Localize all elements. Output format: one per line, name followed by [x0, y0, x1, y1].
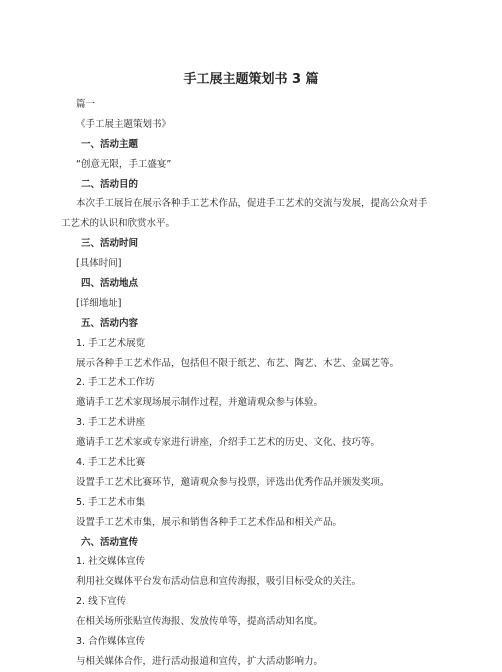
paragraph-line: 工艺术的认识和欣赏水平。 [61, 218, 176, 230]
paragraph-line: 3. 手工艺术讲座 [76, 417, 146, 429]
paragraph-line: [具体时间] [76, 258, 122, 270]
document-title: 手工展主题策划书 3 篇 [183, 72, 319, 87]
paragraph-line: 5. 手工艺术市集 [76, 496, 146, 508]
section-heading: 三、活动时间 [81, 238, 139, 250]
paragraph-line: 与相关媒体合作，进行活动报道和宣传，扩大活动影响力。 [76, 655, 324, 667]
section-heading: 一、活动主题 [81, 138, 139, 150]
paragraph-line: 3. 合作媒体宣传 [76, 636, 146, 648]
paragraph-line: 1. 社交媒体宣传 [76, 556, 146, 568]
paragraph-line: 邀请手工艺术家现场展示制作过程，并邀请观众参与体验。 [76, 397, 324, 409]
paragraph-line: 2. 手工艺术工作坊 [76, 377, 155, 389]
paragraph-line: 在相关场所张贴宣传海报、发放传单等，提高活动知名度。 [76, 616, 324, 628]
paragraph-line: 本次手工展旨在展示各种手工艺术作品，促进手工艺术的交流与发展，提高公众对手 [76, 198, 428, 210]
section-heading: 五、活动内容 [81, 317, 139, 329]
paragraph-line: 利用社交媒体平台发布活动信息和宣传海报，吸引目标受众的关注。 [76, 576, 362, 588]
paragraph-line: 4. 手工艺术比赛 [76, 457, 146, 469]
section-heading: 二、活动目的 [81, 178, 139, 190]
paragraph-line: 2. 线下宣传 [76, 596, 127, 608]
paragraph-line: 1. 手工艺术展览 [76, 337, 146, 349]
paragraph-line: 设置手工艺术市集，展示和销售各种手工艺术作品和相关产品。 [76, 516, 343, 528]
paragraph-line: 篇一 [76, 99, 96, 110]
paragraph-line: 展示各种手工艺术作品，包括但不限于纸艺、布艺、陶艺、木艺、金属艺等。 [76, 357, 400, 369]
paragraph-line: 邀请手工艺术家或专家进行讲座，介绍手工艺术的历史、文化、技巧等。 [76, 437, 381, 449]
paragraph-line: [详细地址] [76, 297, 122, 309]
document-body [61, 95, 438, 672]
section-heading: 四、活动地点 [81, 278, 139, 290]
paragraph-line: 设置手工艺术比赛环节，邀请观众参与投票，评选出优秀作品并颁发奖项。 [76, 476, 390, 488]
section-heading: 六、活动宣传 [81, 536, 139, 548]
paragraph-line: “创意无限，手工盛宴” [76, 158, 172, 170]
paragraph-line: 《手工展主题策划书》 [76, 118, 172, 130]
